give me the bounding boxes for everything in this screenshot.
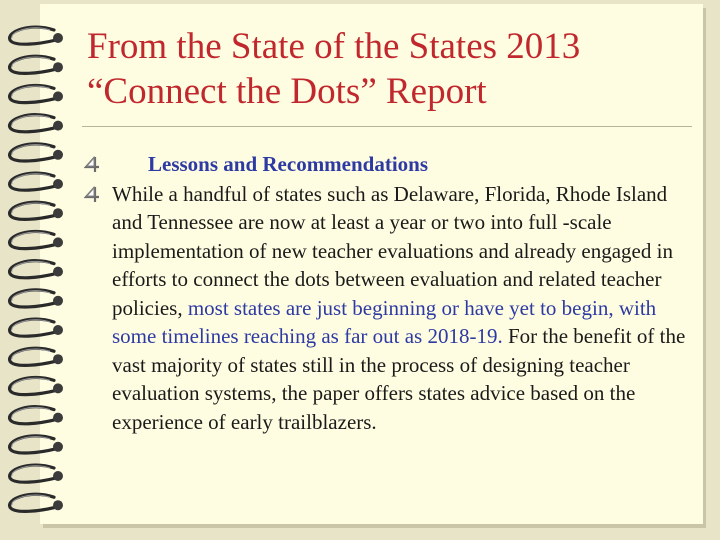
binding-ring bbox=[10, 290, 63, 307]
paragraph-text-2: For the benefit of the vast majority of states still in the process of designing teacher evaluation systems, the paper offers states advice based on the experience of early trailblazers. bbox=[112, 324, 686, 434]
binding-ring bbox=[10, 465, 63, 482]
binding-ring bbox=[10, 319, 63, 336]
binding-ring bbox=[10, 494, 63, 511]
title-line-2: “Connect the Dots” Report bbox=[87, 71, 487, 112]
binding-ring bbox=[10, 261, 63, 278]
binding-ring bbox=[10, 202, 63, 219]
binding-ring bbox=[10, 231, 63, 248]
binding-ring bbox=[10, 348, 63, 365]
title-line-1: From the State of the States 2013 bbox=[87, 26, 581, 67]
bullet-item-heading bbox=[84, 150, 694, 179]
slide-title bbox=[87, 24, 687, 114]
binding-ring bbox=[10, 173, 63, 190]
spiral-ring-binding-icon bbox=[0, 0, 80, 540]
title-divider bbox=[82, 126, 692, 127]
bullet-list bbox=[84, 150, 694, 437]
numeral-four-bullet-icon bbox=[84, 156, 101, 173]
section-heading: Lessons and Recommendations bbox=[148, 152, 429, 176]
binding-ring bbox=[10, 377, 63, 394]
binding-ring bbox=[10, 115, 63, 132]
paragraph-text-1: While a handful of states such as Delaware, Florida, Rhode Island and Tennessee are now at least a year or two into full -scale implementation of new teacher evaluations and already engaged in efforts to connect the dots between evaluation and related teacher policies, bbox=[112, 181, 673, 320]
binding-ring bbox=[10, 27, 63, 44]
binding-ring bbox=[10, 56, 63, 73]
binding-ring bbox=[10, 407, 63, 424]
binding-ring bbox=[10, 436, 63, 453]
binding-ring bbox=[10, 85, 63, 102]
bullet-item-paragraph bbox=[84, 180, 694, 437]
numeral-four-bullet-icon bbox=[84, 186, 101, 203]
binding-ring bbox=[10, 144, 63, 161]
paragraph-highlight: most states are just beginning or have yet to begin, with some timelines reaching as far out as 2018-19. bbox=[112, 295, 657, 348]
